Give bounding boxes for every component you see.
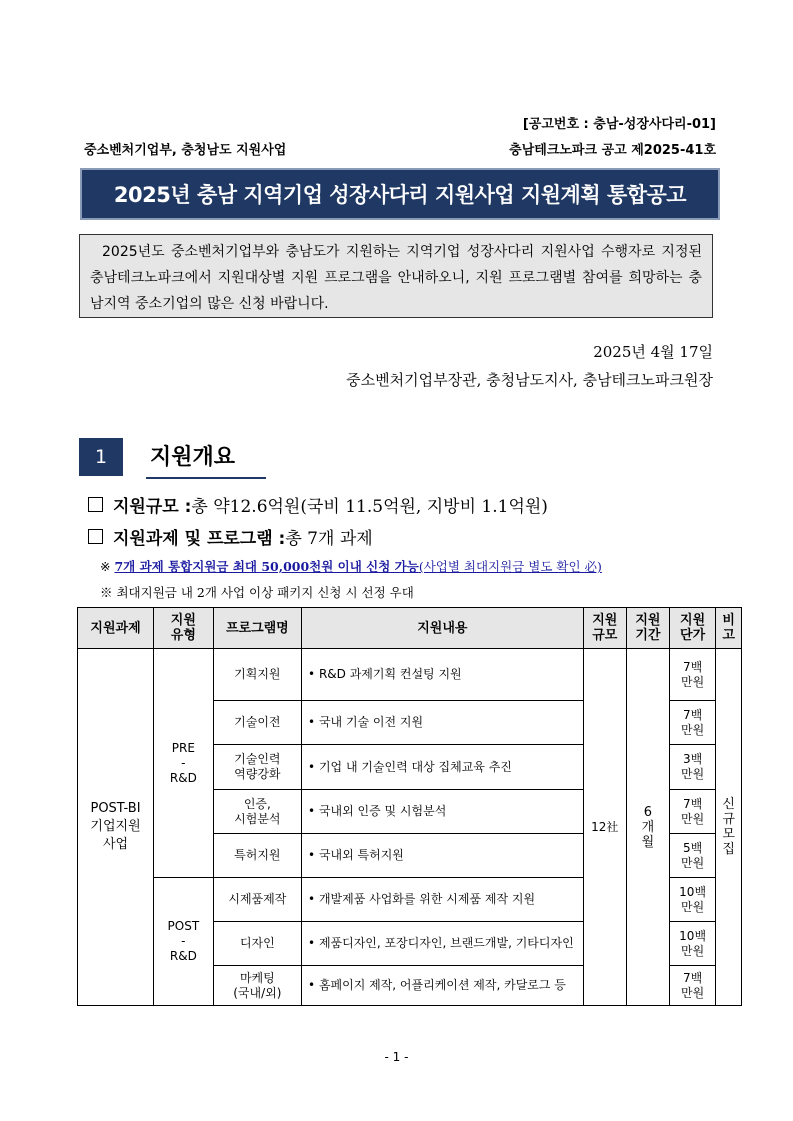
notice-number: 충남테크노파크 공고 제2025-41호 — [509, 143, 716, 158]
document-title — [80, 168, 720, 220]
header-content: 지원내용 — [302, 608, 584, 649]
section-underline — [146, 477, 266, 479]
cell-program: 인증, 시험분석 — [213, 790, 301, 834]
cell-type-pre: PRE - R&D — [154, 649, 214, 878]
cell-type-post: POST - R&D — [154, 878, 214, 1006]
cell-program: 기술이전 — [213, 701, 301, 745]
cell-unit: 7백 만원 — [669, 701, 715, 745]
note-max-grant — [100, 557, 602, 575]
note-tail: (사업별 최대지원금 별도 확인 必) — [418, 559, 602, 574]
section-title: 지원개요 — [150, 445, 236, 470]
cell-period: 6 개 월 — [626, 649, 669, 1006]
bullet-label: 지원과제 및 프로그램 : — [113, 529, 286, 549]
cell-unit: 3백 만원 — [669, 745, 715, 790]
cell-scale: 12社 — [583, 649, 626, 1006]
cell-unit: 7백 만원 — [669, 649, 715, 701]
bullet-support-scale — [88, 492, 548, 517]
cell-unit: 10백 만원 — [669, 922, 715, 966]
announcement-date: 2025년 4월 17일 — [593, 343, 713, 361]
issuer-label: 중소벤처기업부, 충청남도 지원사업 — [84, 143, 287, 158]
cell-unit: 10백 만원 — [669, 878, 715, 922]
note-mark: ※ — [100, 559, 111, 574]
cell-content: • 기업 내 기술인력 대상 집체교육 추진 — [302, 745, 584, 790]
bullet-label: 지원규모 : — [113, 497, 192, 517]
intro-box — [79, 234, 713, 318]
bullet-text: 총 약12.6억원(국비 11.5억원, 지방비 1.1억원) — [191, 497, 548, 517]
cell-content: • 제품디자인, 포장디자인, 브랜드개발, 기타디자인 — [302, 922, 584, 966]
cell-content: • 국내외 특허지원 — [302, 834, 584, 878]
checkbox-square-icon — [88, 497, 103, 512]
cell-unit: 7백 만원 — [669, 966, 715, 1006]
page-number: - 1 - — [384, 1050, 409, 1064]
header-program: 프로그램명 — [213, 608, 301, 649]
cell-remark: 신 규 모 집 — [716, 649, 742, 1006]
cell-program: 마케팅 (국내/외) — [213, 966, 301, 1006]
bullet-support-tasks — [88, 524, 373, 549]
signers: 중소벤처기업부장관, 충청남도지사, 충남테크노파크원장 — [346, 371, 713, 389]
cell-content: • R&D 과제기획 컨설팅 지원 — [302, 649, 584, 701]
checkbox-square-icon — [88, 529, 103, 544]
note-package-preference: ※ 최대지원금 내 2개 사업 이상 패키지 신청 시 선정 우대 — [100, 585, 414, 600]
intro-text: 2025년도 중소벤처기업부와 충남도가 지원하는 지역기업 성장사다리 지원사업 수행자로 지정된 충남테크노파크에서 지원대상별 지원 프로그램을 안내하오니, 지원 프로그램별 참여를 희망하는 충남지역 중소기업의 많은 신청 바랍니다. — [90, 244, 702, 312]
support-program-table — [77, 607, 742, 1006]
cell-task: POST-BI 기업지원 사업 — [78, 649, 154, 1006]
cell-program: 시제품제작 — [213, 878, 301, 922]
cell-content: • 국내외 인증 및 시험분석 — [302, 790, 584, 834]
table-row — [78, 649, 742, 701]
cell-unit: 5백 만원 — [669, 834, 715, 878]
document-title-text: 2025년 충남 지역기업 성장사다리 지원사업 지원계획 통합공고 — [113, 183, 687, 207]
bullet-text: 총 7개 과제 — [285, 529, 373, 549]
cell-content: • 국내 기술 이전 지원 — [302, 701, 584, 745]
header-note: 비 고 — [716, 608, 742, 649]
cell-program: 특허지원 — [213, 834, 301, 878]
cell-program: 기술인력 역량강화 — [213, 745, 301, 790]
note-highlight: 7개 과제 통합지원금 최대 50,000천원 이내 신청 가능 — [114, 559, 419, 574]
cell-content: • 개발제품 사업화를 위한 시제품 제작 지원 — [302, 878, 584, 922]
cell-content: • 홈페이지 제작, 어플리케이션 제작, 카달로그 등 — [302, 966, 584, 1006]
table-header-row — [78, 608, 742, 649]
header-type: 지원 유형 — [154, 608, 214, 649]
header-task: 지원과제 — [78, 608, 154, 649]
section-number: 1 — [79, 438, 123, 476]
header-scale: 지원 규모 — [583, 608, 626, 649]
cell-program: 기획지원 — [213, 649, 301, 701]
cell-unit: 7백 만원 — [669, 790, 715, 834]
header-unit: 지원 단가 — [669, 608, 715, 649]
cell-program: 디자인 — [213, 922, 301, 966]
announcement-number: [공고번호 : 충남-성장사다리-01] — [522, 117, 716, 132]
header-period: 지원 기간 — [626, 608, 669, 649]
